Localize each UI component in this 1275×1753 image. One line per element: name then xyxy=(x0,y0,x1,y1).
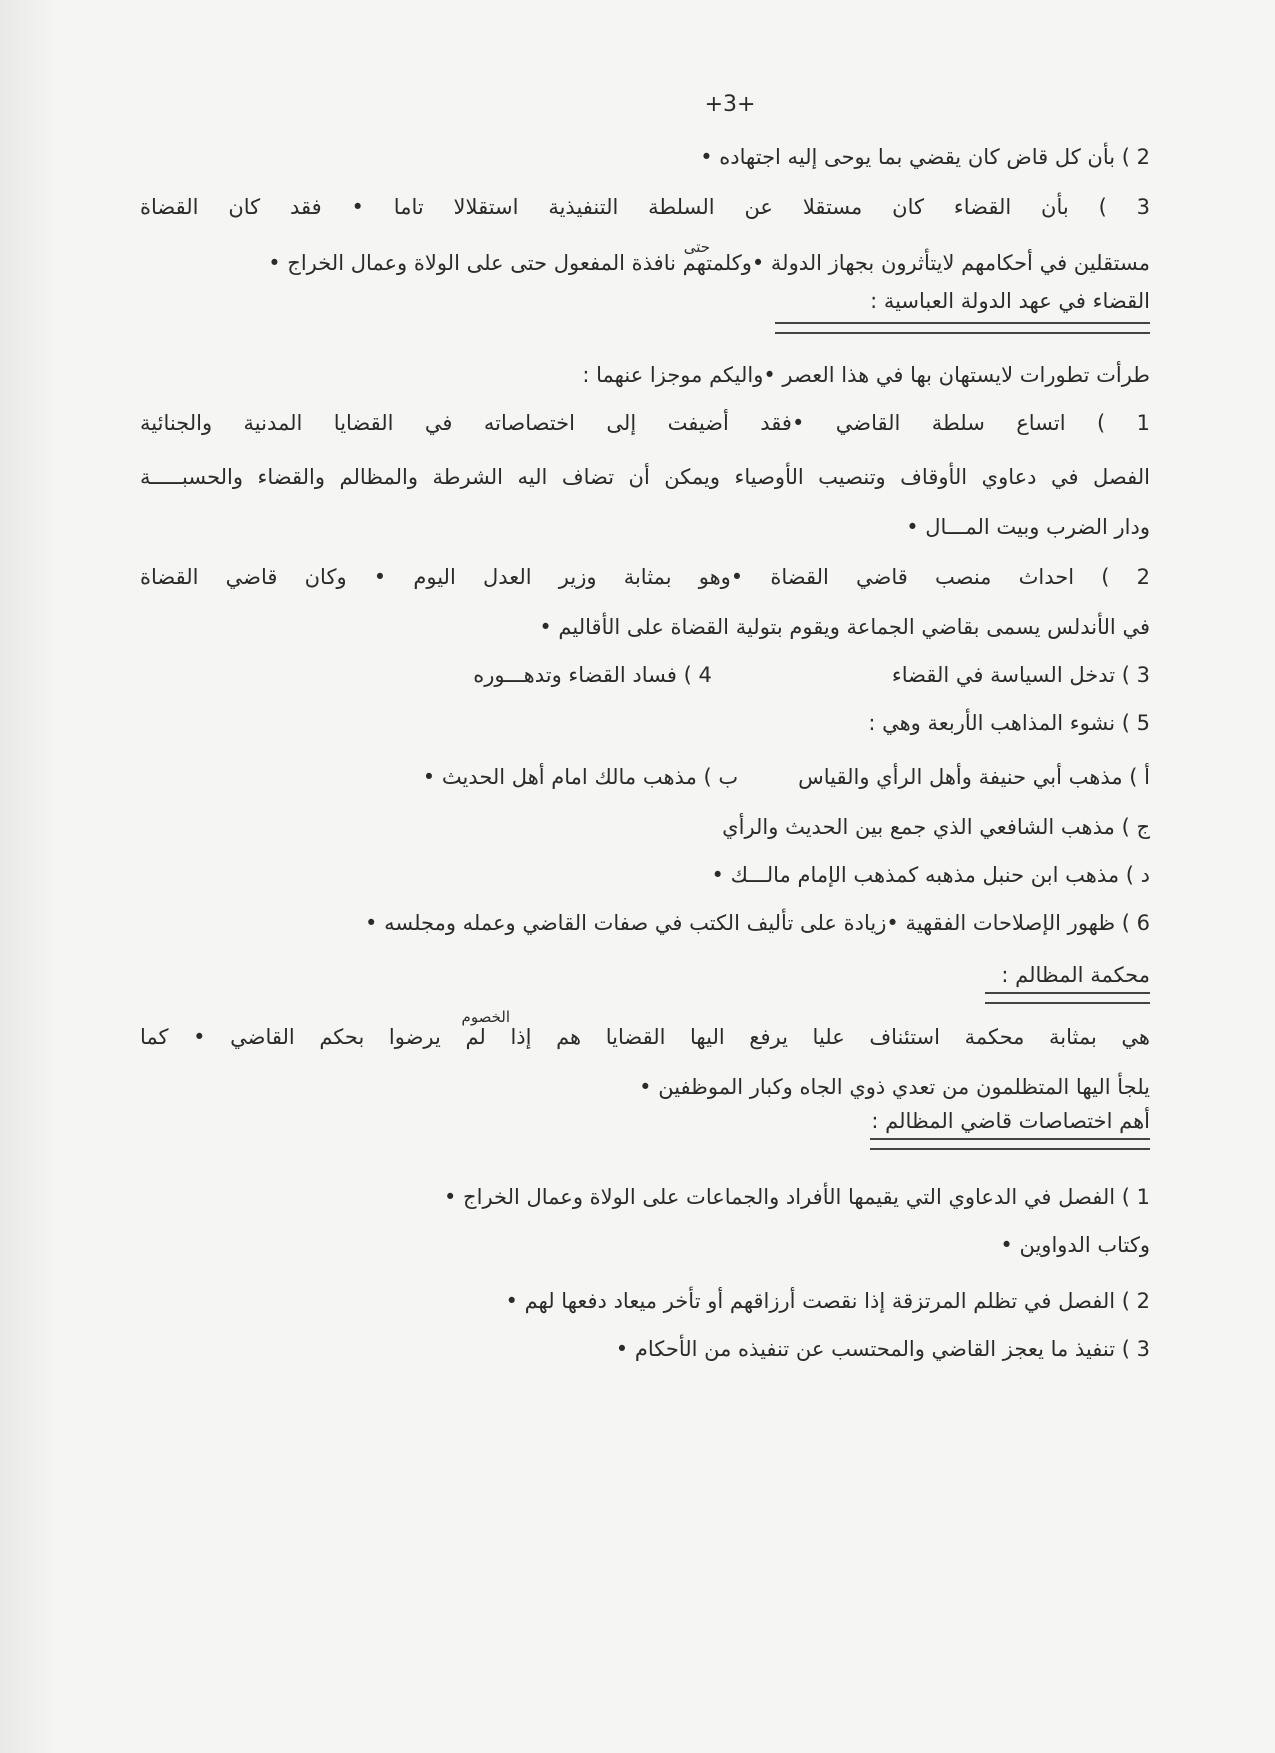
heading-mazalim-powers: أهم اختصاصات قاضي المظالم : xyxy=(871,1109,1150,1133)
heading-mazalim-court: محكمة المظالم : xyxy=(1001,963,1150,987)
schools-a-b xyxy=(140,762,1150,792)
power-1: 1 ) الفصل في الدعاوي التي يقيمها الأفراد والجماعات على الولاة وعمال الخراج • xyxy=(444,1185,1150,1209)
point-3-politics: 3 ) تدخل السياسة في القضاء xyxy=(891,663,1150,687)
school-shafii: ج ) مذهب الشافعي الذي جمع بين الحديث والرأي xyxy=(722,815,1150,839)
point-1-authority: 1 ) اتساع سلطة القاضي •فقد أضيفت إلى اختصاصاته في القضايا المدنية والجنائية xyxy=(140,411,1150,435)
mazalim-definition-continued: يلجأ اليها المتظلمون من تعدي ذوي الجاه وكبار الموظفين • xyxy=(639,1075,1150,1099)
heading-double-underline xyxy=(870,1138,1150,1150)
interlinear-note-khusum: الخصوم xyxy=(461,1008,510,1026)
interlinear-note-hatta: حتى xyxy=(683,238,710,256)
power-2: 2 ) الفصل في تظلم المرتزقة إذا نقصت أرزاقهم أو تأخر ميعاد دفعها لهم • xyxy=(505,1289,1150,1313)
page-number: +3+ xyxy=(704,92,756,117)
school-hanafi: أ ) مذهب أبي حنيفة وأهل الرأي والقياس xyxy=(798,765,1150,789)
point-2-continued: في الأندلس يسمى بقاضي الجماعة ويقوم بتولية القضاة على الأقاليم • xyxy=(539,615,1150,639)
point-6-reforms: 6 ) ظهور الإصلاحات الفقهية •زيادة على تأليف الكتب في صفات القاضي وعمله ومجلسه • xyxy=(365,911,1150,935)
point-1-end: ودار الضرب وبيت المـــال • xyxy=(906,515,1150,539)
heading-double-underline xyxy=(985,992,1150,1004)
school-maliki: ب ) مذهب مالك امام أهل الحديث • xyxy=(422,765,739,789)
point-2-ijtihad: 2 ) بأن كل قاض كان يقضي بما يوحى إليه اجتهاده • xyxy=(700,145,1150,169)
point-2-chief-judge: 2 ) احداث منصب قاضي القضاة •وهو بمثابة وزير العدل اليوم • وكان قاضي القضاة xyxy=(140,565,1150,589)
point-3-independence: 3 ) بأن القضاء كان مستقلا عن السلطة التنفيذية استقلالا تاما • فقد كان القضاة xyxy=(140,195,1150,219)
power-1-continued: وكتاب الدواوين • xyxy=(1000,1233,1150,1257)
point-1-continued: الفصل في دعاوي الأوقاف وتنصيب الأوصياء ويمكن أن تضاف اليه الشرطة والمظالم والقضاء والحسبـــــة xyxy=(140,465,1150,489)
school-hanbali: د ) مذهب ابن حنبل مذهبه كمذهب الإمام مالـــك • xyxy=(711,863,1150,887)
heading-abbasid-judiciary: القضاء في عهد الدولة العباسية : xyxy=(870,289,1150,313)
point-5-schools: 5 ) نشوء المذاهب الأربعة وهي : xyxy=(868,711,1150,735)
abbasid-intro: طرأت تطورات لايستهان بها في هذا العصر •واليكم موجزا عنهما : xyxy=(582,363,1150,387)
independence-continued: مستقلين في أحكامهم لايتأثرون بجهاز الدولة •وكلمتهم نافذة المفعول حتى على الولاة وعمال الخراج • xyxy=(268,251,1150,275)
heading-double-underline xyxy=(775,322,1150,334)
points-3-4 xyxy=(140,660,1150,690)
mazalim-definition: هي بمثابة محكمة استئناف عليا يرفع اليها القضايا هم إذا لم يرضوا بحكم القاضي • كما xyxy=(140,1025,1150,1049)
power-3: 3 ) تنفيذ ما يعجز القاضي والمحتسب عن تنفيذه من الأحكام • xyxy=(615,1337,1150,1361)
point-4-corruption: 4 ) فساد القضاء وتدهـــوره xyxy=(473,663,712,687)
